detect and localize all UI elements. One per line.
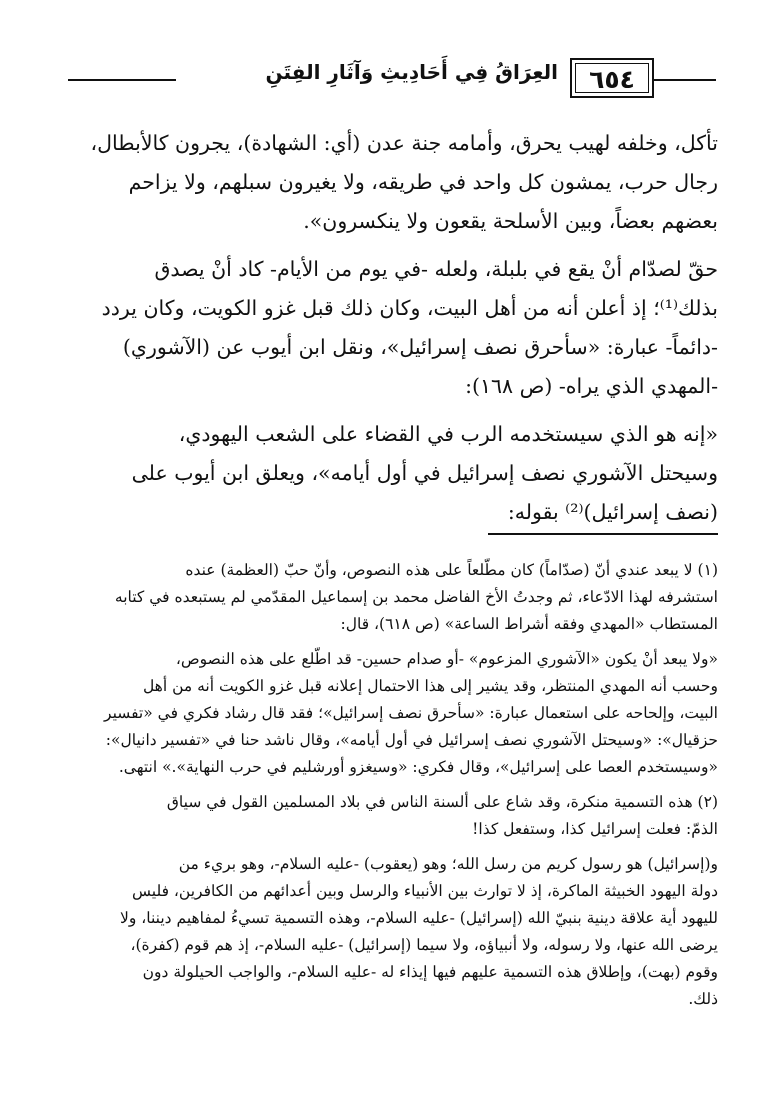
footnote-line: و(إسرائيل) هو رسول كريم من رسل الله؛ وهو (يعقوب) -عليه السلام-، وهو بريء من: [178, 855, 718, 873]
paragraph: [40, 250, 718, 406]
footnote-1: [40, 557, 718, 638]
text-line: (نصف إسرائيل)⁽²⁾ بقوله:: [507, 500, 718, 524]
text-line: حقّ لصدّام أنْ يقع في بلبلة، ولعله -في يوم من الأيام- كاد أنْ يصدق: [154, 257, 718, 281]
paragraph: [40, 124, 718, 241]
footnote-line: «وسيستخدم العصا على إسرائيل»، وقال فكري: «وسيغزو أورشليم في حرب النهاية».» انتهى.: [118, 758, 718, 776]
page-header: [62, 54, 716, 94]
page-number-frame: [570, 58, 654, 98]
text-line: «إنه هو الذي سيستخدمه الرب في القضاء على الشعب اليهودي،: [178, 422, 718, 446]
text-line: -دائماً- عبارة: «سأحرق نصف إسرائيل»، ونقل ابن أيوب عن (الآشوري): [122, 335, 718, 359]
footnote-line: يرضى الله عنها، ولا رسوله، ولا أنبياؤه، ولا سيما (إسرائيل) -عليه السلام-، إذ هم قوم (كفرة)،: [130, 936, 718, 954]
page-number: ٦٥٤: [575, 63, 649, 93]
text-line: بعضهم بعضاً، وبين الأسلحة يقعون ولا ينكسرون».: [303, 209, 718, 233]
text-line: وسيحتل الآشوري نصف إسرائيل في أول أيامه»، ويعلق ابن أيوب على: [131, 461, 718, 485]
footnote-line: حزقيال»: «وسيحتل الآشوري نصف إسرائيل في أول أيامه»، وقال ناشد حنا في «تفسير دانيال»:: [105, 731, 718, 749]
footnote-line: دولة اليهود الخبيثة الماكرة، إذ لا توارث بين الأنبياء والرسل وبين أعدائهم من الكافرين، فليس: [132, 882, 718, 900]
footnote-line: ذلك.: [688, 990, 718, 1008]
footnote-1-quote: [40, 646, 718, 781]
footnote-line: وحسب أنه المهدي المنتظر، وقد يشير إلى هذا الاحتمال إعلانه قبل غزو الكويت أنه من أهل: [142, 677, 718, 695]
header-rule-left: [68, 79, 176, 81]
body-text: [40, 124, 718, 541]
footnote-separator: [488, 533, 718, 535]
text-line: بذلك⁽¹⁾؛ إذ أعلن أنه من أهل البيت، وكان ذلك قبل غزو الكويت، وكان يردد: [101, 296, 718, 320]
footnote-line: البيت، وإلحاحه على استعمال عبارة: «سأحرق نصف إسرائيل»؛ فقد قال رشاد فكري في «تفسير: [104, 704, 718, 722]
footnote-2: [40, 789, 718, 843]
footnote-line: (١) لا يبعد عندي أنّ (صدّاماً) كان مطّلعاً على هذه النصوص، وأنّ حبّ (العظمة) عنده: [185, 561, 718, 579]
footnotes: [40, 557, 718, 1021]
footnote-line: «ولا يبعد أنْ يكون «الآشوري المزعوم» -أو صدام حسين- قد اطّلع على هذه النصوص،: [175, 650, 718, 668]
running-title: العِرَاقُ فِي أَحَادِيثِ وَآثَارِ الفِتَنِ: [265, 60, 558, 84]
footnote-line: الذمّ: فعلت إسرائيل كذا، وستفعل كذا!: [472, 820, 718, 838]
text-line: تأكل، وخلفه لهيب يحرق، وأمامه جنة عدن (أي: الشهادة)، يجرون كالأبطال،: [90, 131, 718, 155]
footnote-line: المستطاب «المهدي وفقه أشراط الساعة» (ص ٦١٨)، قال:: [340, 615, 718, 633]
text-line: -المهدي الذي يراه- (ص ١٦٨):: [465, 374, 718, 398]
footnote-line: استشرفه لهذا الادّعاء، ثم وجدتُ الأخ الفاضل محمد بن إسماعيل المقدّمي لم يستبعده في كتابه: [114, 588, 718, 606]
paragraph: [40, 415, 718, 532]
text-line: رجال حرب، يمشون كل واحد في طريقه، ولا يغيرون سبلهم، ولا يزاحم: [128, 170, 718, 194]
footnote-2-continued: [40, 851, 718, 1013]
footnote-line: لليهود أية علاقة دينية بنبيّ الله (إسرائيل) -عليه السلام-، وهذه التسمية تسيءُ لمفاهيم ديننا، ولا: [120, 909, 718, 927]
footnote-line: وقوم (بهت)، وإطلاق هذه التسمية عليهم فيها إيذاء له -عليه السلام-، والواجب الحيلولة دون: [142, 963, 718, 981]
footnote-line: (٢) هذه التسمية منكرة، وقد شاع على ألسنة الناس في بلاد المسلمين القول في سياق: [166, 793, 718, 811]
header-rule-right: [654, 79, 716, 81]
